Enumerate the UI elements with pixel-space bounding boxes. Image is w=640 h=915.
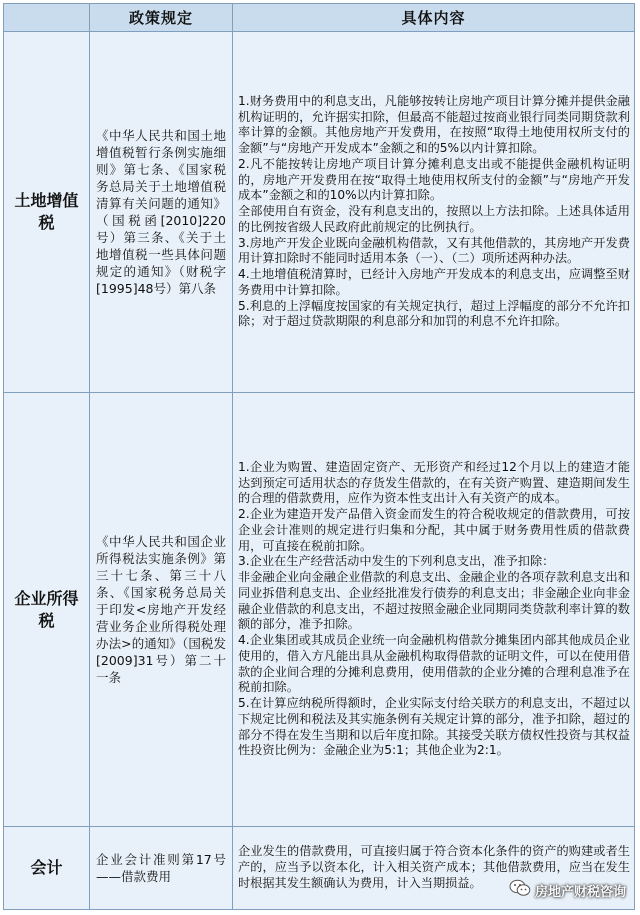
detail-paragraph: 2.企业为建造开发产品借入资金而发生的符合税收规定的借款费用，可按企业会计准则的规定进行归集和分配，其中属于财务费用性质的借款费用，可直接在税前扣除。 [238,507,630,553]
detail-paragraph: 5.利息的上浮幅度按国家的有关规定执行，超过上浮幅度的部分不允许扣除；对于超过贷款期限的利息部分和加罚的利息不允许扣除。 [238,298,630,329]
detail-cell [233,32,635,393]
header-policy: 政策规定 [90,4,233,32]
table-row-land-vat [4,32,635,393]
category-cell: 会计 [4,827,90,910]
detail-paragraph: 1.财务费用中的利息支出，凡能够按转让房地产项目计算分摊并提供金融机构证明的，允许据实扣除，但最高不能超过按商业银行同类同期贷款利率计算的金额。其他房地产开发费用，在按照“取得土地使用权所支付的金额”与“房地产开发成本”金额之和的5%以内计算扣除。 [238,93,630,156]
wechat-icon [509,879,531,901]
policy-table [3,3,635,910]
law-cell: 企业会计准则第17号——借款费用 [90,827,233,910]
law-cell: 《中华人民共和国土地增值税暂行条例实施细则》第七条、《国家税务总局关于土地增值税清算有关问题的通知》（国税函[2010]220号）第三条、《关于土地增值税一些具体问题规定的通知》（财税字[1995]48号）第八条 [90,32,233,393]
law-cell: 《中华人民共和国企业所得税法实施条例》第三十七条、第三十八条、《国家税务总局关于印发<房地产开发经营业务企业所得税处理办法>的通知》（国税发[2009]31号）第二十一条 [90,393,233,827]
detail-paragraph: 2.凡不能按转让房地产项目计算分摊利息支出或不能提供金融机构证明的，房地产开发费用在按“取得土地使用权所支付的金额”与“房地产开发成本”金额之和的10%以内计算扣除。 [238,156,630,203]
detail-paragraph: 非金融企业向金融企业借款的利息支出、金融企业的各项存款利息支出和同业拆借利息支出、企业经批准发行债券的利息支出；非金融企业向非金融企业借款的利息支出，不超过按照金融企业同期同类贷款利率计算的数额的部分，准予扣除。 [238,570,630,632]
detail-paragraph: 4.土地增值税清算时，已经计入房地产开发成本的利息支出，应调整至财务费用中计算扣除。 [238,267,630,297]
detail-paragraph: 5.在计算应纳税所得额时，企业实际支付给关联方的利息支出，不超过以下规定比例和税法及其实施条例有关规定计算的部分，准予扣除，超过的部分不得在发生当期和以后年度扣除。其接受关联方债权性投资与其权益性投资比例为：金融企业为5:1；其他企业为2:1。 [238,696,630,758]
watermark-text: 房地产财税咨询 [534,884,626,900]
detail-paragraph: 3.房地产开发企业既向金融机构借款，又有其他借款的，其房地产开发费用计算扣除时不能同时适用本条（一）、（二）项所述两种办法。 [238,235,630,266]
header-blank-cell [4,4,90,32]
detail-paragraph: 3.企业在生产经营活动中发生的下列利息支出，准予扣除： [238,554,555,569]
table-header-row [4,4,635,32]
category-cell: 土地增值税 [4,32,90,393]
detail-paragraph: 4.企业集团或其成员企业统一向金融机构借款分摊集团内部其他成员企业使用的，借入方凡能出具从金融机构取得借款的证明文件，可以在使用借款的企业间合理的分摊利息费用，使用借款的企业分摊的合理利息准予在税前扣除。 [238,633,630,695]
detail-paragraph: 企业发生的借款费用，可直接归属于符合资本化条件的资产的购建或者生产的，应当予以资本化，计入相关资产成本；其他借款费用，应当在发生时根据其发生额确认为费用，计入当期损益。 [238,844,630,890]
detail-paragraph: 全部使用自有资金，没有利息支出的，按照以上方法扣除。上述具体适用的比例按省级人民政府此前规定的比例执行。 [238,204,630,234]
detail-paragraph: 1.企业为购置、建造固定资产、无形资产和经过12个月以上的建造才能达到预定可适用状态的存货发生借款的，在有关资产购置、建造期间发生的合理的借款费用，应作为资本性支出计入有关资产的成本。 [238,459,630,506]
category-cell: 企业所得税 [4,393,90,827]
watermark [509,879,626,901]
detail-cell [233,393,635,827]
table-row-corporate-income-tax [4,393,635,827]
header-content: 具体内容 [233,4,635,32]
